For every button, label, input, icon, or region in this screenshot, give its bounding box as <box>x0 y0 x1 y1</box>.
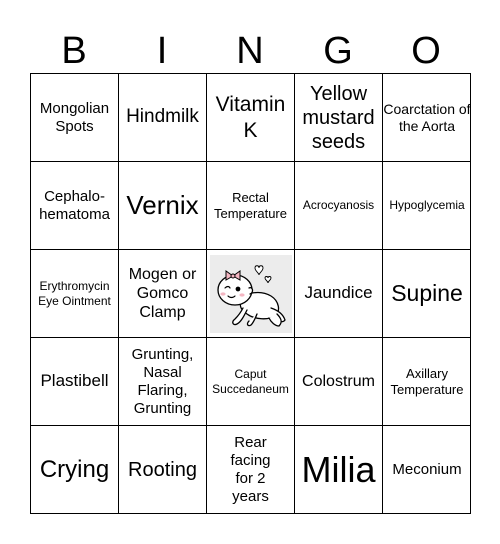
cell-r2-c1[interactable] <box>119 250 207 338</box>
header-letter-g: G <box>323 30 353 72</box>
free-space[interactable] <box>207 250 295 338</box>
cell-r1-c2[interactable] <box>207 162 295 250</box>
cell-r4-c4[interactable] <box>383 426 471 514</box>
cell-r0-c3[interactable] <box>295 74 383 162</box>
cell-r0-c0[interactable] <box>31 74 119 162</box>
cell-r4-c1[interactable] <box>119 426 207 514</box>
cell-r3-c0[interactable] <box>31 338 119 426</box>
cell-r4-c2[interactable] <box>207 426 295 514</box>
crawling-baby-icon <box>211 256 291 332</box>
cell-r3-c4[interactable] <box>383 338 471 426</box>
cell-text: Hindmilk <box>126 106 199 128</box>
header-letter-i: I <box>156 30 168 72</box>
cell-r2-c0[interactable] <box>31 250 119 338</box>
cell-text: Axillary Temperature <box>390 365 464 397</box>
cell-text: Rooting <box>128 459 197 481</box>
cell-r4-c0[interactable] <box>31 426 119 514</box>
cell-text: Grunting, Nasal Flaring, Grunting <box>131 345 194 417</box>
cell-text: Supine <box>391 279 463 306</box>
cell-text: Vernix <box>126 189 199 220</box>
cell-r4-c3[interactable] <box>295 426 383 514</box>
cell-r1-c0[interactable] <box>31 162 119 250</box>
cell-r1-c4[interactable] <box>383 162 471 250</box>
cell-r0-c1[interactable] <box>119 74 207 162</box>
cell-text: Mogen or Gomco Clamp <box>128 265 197 322</box>
cell-r3-c3[interactable] <box>295 338 383 426</box>
cell-text: Caput Succedaneum <box>212 367 289 396</box>
cell-text: Colostrum <box>302 372 375 390</box>
cell-r0-c4[interactable] <box>383 74 471 162</box>
cell-text: Yellow mustard seeds <box>302 82 375 153</box>
cell-text: Milia <box>301 449 376 491</box>
cell-r1-c3[interactable] <box>295 162 383 250</box>
header-letter-o: O <box>411 30 441 72</box>
cell-r3-c2[interactable] <box>207 338 295 426</box>
cell-r2-c3[interactable] <box>295 250 383 338</box>
cell-text: Rectal Temperature <box>214 189 287 221</box>
cell-r0-c2[interactable] <box>207 74 295 162</box>
cell-r1-c1[interactable] <box>119 162 207 250</box>
cell-text: Crying <box>39 455 110 483</box>
cell-text: Hypoglycemia <box>389 198 465 213</box>
cell-text: Acrocyanosis <box>302 198 375 213</box>
cell-text: Plastibell <box>40 371 109 391</box>
cell-text: Meconium <box>392 461 462 478</box>
cell-text: Rear facing for 2 years <box>230 434 271 505</box>
cell-r3-c1[interactable] <box>119 338 207 426</box>
cell-text: Coarctation of the Aorta <box>383 100 471 134</box>
cell-text: Mongolian Spots <box>39 99 110 135</box>
cell-text: Jaundice <box>304 283 373 303</box>
cell-r2-c4[interactable] <box>383 250 471 338</box>
free-space-image <box>210 255 292 333</box>
header-letter-b: B <box>61 30 87 72</box>
header-letter-n: N <box>236 30 264 72</box>
cell-text: Cephalo-hematoma <box>39 187 110 223</box>
bingo-header <box>30 28 471 74</box>
bingo-grid <box>30 73 471 514</box>
cell-text: Vitamin K <box>215 93 286 142</box>
cell-text: Erythromycin Eye Ointment <box>38 279 111 308</box>
